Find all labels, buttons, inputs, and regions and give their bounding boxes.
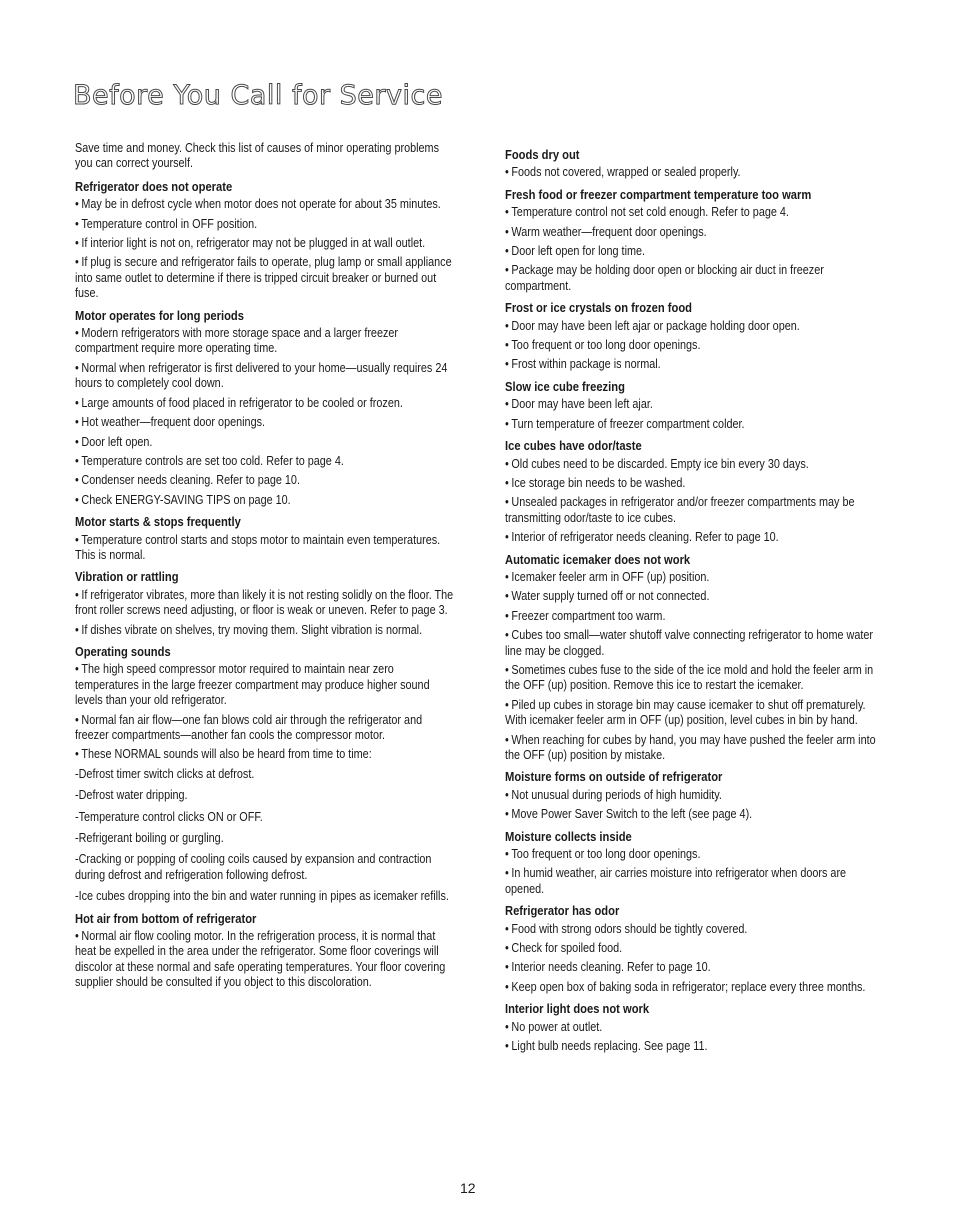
section-automatic-icemaker-does-not-work (505, 552, 885, 764)
section-heading: Vibration or rattling (75, 569, 179, 585)
section-heading: Automatic icemaker does not work (505, 551, 691, 567)
list-item: • Temperature control not set cold enough. Refer to page 4. (505, 205, 885, 220)
list-item: • Icemaker feeler arm in OFF (up) position. (505, 570, 885, 585)
left-column (75, 141, 455, 995)
section-vibration-or-rattling (75, 569, 455, 638)
list-item: • Door may have been left ajar or package holding door open. (505, 319, 885, 334)
list-item: • Check for spoiled food. (505, 941, 885, 956)
section-frost-or-ice-crystals-on-frozen-food (505, 300, 885, 373)
page-title: Before You Call for Service (73, 80, 443, 111)
list-item: • Ice storage bin needs to be washed. (505, 476, 885, 491)
section-heading: Moisture forms on outside of refrigerator (505, 769, 723, 785)
list-item: • In humid weather, air carries moisture into refrigerator when doors are opened. (505, 866, 885, 897)
list-item: • If interior light is not on, refrigerator may not be plugged in at wall outlet. (75, 236, 455, 251)
list-item: • If plug is secure and refrigerator fails to operate, plug lamp or small appliance into same outlet to determine if there is tripped circuit breaker or burned out fuse. (75, 255, 455, 301)
section-ice-cubes-have-odor-taste (505, 438, 885, 545)
list-item: • Normal fan air flow—one fan blows cold air through the refrigerator and freezer compartments—another fan cools the compressor motor. (75, 713, 455, 744)
list-item: • Turn temperature of freezer compartment colder. (505, 417, 885, 432)
section-fresh-food-or-freezer-compartment-temperature-too-warm (505, 187, 885, 294)
list-item: • Frost within package is normal. (505, 357, 885, 372)
section-slow-ice-cube-freezing (505, 379, 885, 432)
section-heading: Refrigerator does not operate (75, 178, 233, 194)
list-item: • Temperature controls are set too cold. Refer to page 4. (75, 454, 455, 469)
section-heading: Motor starts & stops frequently (75, 514, 241, 530)
list-item: • Keep open box of baking soda in refrigerator; replace every three months. (505, 980, 885, 995)
list-item: • If dishes vibrate on shelves, try moving them. Slight vibration is normal. (75, 623, 455, 638)
list-item: • These NORMAL sounds will also be heard from time to time: (75, 747, 455, 762)
list-item: • Interior needs cleaning. Refer to page 10. (505, 960, 885, 975)
list-item: • Too frequent or too long door openings. (505, 338, 885, 353)
list-item: • Food with strong odors should be tightly covered. (505, 922, 885, 937)
list-item: • Check ENERGY-SAVING TIPS on page 10. (75, 493, 455, 508)
section-operating-sounds (75, 644, 455, 905)
list-item: • Modern refrigerators with more storage space and a larger freezer compartment require more operating time. (75, 326, 455, 357)
section-interior-light-does-not-work (505, 1001, 885, 1054)
list-item: • Sometimes cubes fuse to the side of the ice mold and hold the feeler arm in the OFF (up) position. Remove this ice to restart the icemaker. (505, 663, 885, 694)
list-item: • Hot weather—frequent door openings. (75, 415, 455, 430)
list-item: • Large amounts of food placed in refrigerator to be cooled or frozen. (75, 396, 455, 411)
section-refrigerator-does-not-operate (75, 179, 455, 302)
intro-text: Save time and money. Check this list of causes of minor operating problems you can correct yourself. (75, 141, 440, 171)
list-item: -Refrigerant boiling or gurgling. (75, 831, 224, 846)
list-item: • Water supply turned off or not connected. (505, 589, 885, 604)
page-number: 12 (460, 1180, 476, 1196)
list-item: • Not unusual during periods of high humidity. (505, 788, 885, 803)
section-moisture-collects-inside (505, 829, 885, 898)
list-item: • Normal when refrigerator is first delivered to your home—usually requires 24 hours to completely cool down. (75, 361, 455, 392)
list-item: • Piled up cubes in storage bin may cause icemaker to shut off prematurely. With icemaker feeler arm in OFF (up) position, level cubes in bin by hand. (505, 698, 885, 729)
left-sections (75, 179, 455, 991)
list-item: • Temperature control in OFF position. (75, 217, 455, 232)
list-item: • Unsealed packages in refrigerator and/or freezer compartments may be transmitting odor/taste to ice cubes. (505, 495, 885, 526)
list-item: • Door left open. (75, 435, 455, 450)
section-heading: Fresh food or freezer compartment temperature too warm (505, 186, 812, 202)
list-item: • Old cubes need to be discarded. Empty ice bin every 30 days. (505, 457, 885, 472)
list-item: • If refrigerator vibrates, more than likely it is not resting solidly on the floor. The front roller screws need adjusting, or floor is weak or uneven. Refer to page 3. (75, 588, 455, 619)
section-motor-starts-stops-frequently (75, 514, 455, 563)
list-item: -Ice cubes dropping into the bin and water running in pipes as icemaker refills. (75, 889, 449, 904)
list-item: -Defrost timer switch clicks at defrost. (75, 766, 255, 781)
section-foods-dry-out (505, 147, 885, 181)
list-item: • No power at outlet. (505, 1020, 885, 1035)
list-item: • Too frequent or too long door openings. (505, 847, 885, 862)
section-motor-operates-for-long-periods (75, 308, 455, 508)
list-item: • May be in defrost cycle when motor does not operate for about 35 minutes. (75, 197, 455, 212)
list-item: • Temperature control starts and stops motor to maintain even temperatures. This is normal. (75, 533, 455, 564)
section-heading: Hot air from bottom of refrigerator (75, 910, 257, 926)
section-heading: Motor operates for long periods (75, 307, 244, 323)
list-item: -Temperature control clicks ON or OFF. (75, 809, 263, 824)
list-item: • Normal air flow cooling motor. In the refrigeration process, it is normal that heat be expelled in the area under the refrigerator. Some floor coverings will discolor at these normal and safe operating temperatures. Your floor covering supplier should be consulted if you object to this discoloration. (75, 929, 455, 991)
section-heading: Moisture collects inside (505, 828, 632, 844)
right-column (505, 141, 885, 1059)
section-heading: Frost or ice crystals on frozen food (505, 300, 692, 316)
list-item: • The high speed compressor motor required to maintain near zero temperatures in the large freezer compartment may produce higher sound levels than your old refrigerator. (75, 662, 455, 708)
list-item: • Foods not covered, wrapped or sealed properly. (505, 165, 885, 180)
list-item: • Cubes too small—water shutoff valve connecting refrigerator to home water line may be clogged. (505, 628, 885, 659)
right-sections (505, 147, 885, 1055)
list-item: • Warm weather—frequent door openings. (505, 225, 885, 240)
list-item: • Door left open for long time. (505, 244, 885, 259)
section-heading: Refrigerator has odor (505, 903, 620, 919)
section-heading: Foods dry out (505, 147, 580, 162)
list-item: -Defrost water dripping. (75, 788, 188, 803)
section-heading: Ice cubes have odor/taste (505, 438, 642, 454)
section-refrigerator-has-odor (505, 903, 885, 995)
section-heading: Operating sounds (75, 643, 171, 659)
list-item: • Move Power Saver Switch to the left (see page 4). (505, 807, 885, 822)
list-item: • Door may have been left ajar. (505, 397, 885, 412)
list-item: -Cracking or popping of cooling coils caused by expansion and contraction during defrost and refrigeration following defrost. (75, 852, 432, 882)
list-item: • Freezer compartment too warm. (505, 609, 885, 624)
section-moisture-forms-on-outside-of-refrigerator (505, 769, 885, 822)
list-item: • Package may be holding door open or blocking air duct in freezer compartment. (505, 263, 885, 294)
list-item: • Interior of refrigerator needs cleaning. Refer to page 10. (505, 530, 885, 545)
list-item: • Light bulb needs replacing. See page 11. (505, 1039, 885, 1054)
list-item: • Condenser needs cleaning. Refer to page 10. (75, 473, 455, 488)
section-heading: Interior light does not work (505, 1001, 650, 1017)
section-hot-air-from-bottom-of-refrigerator (75, 911, 455, 991)
section-heading: Slow ice cube freezing (505, 378, 625, 394)
list-item: • When reaching for cubes by hand, you may have pushed the feeler arm into the OFF (up) position by mistake. (505, 733, 885, 764)
